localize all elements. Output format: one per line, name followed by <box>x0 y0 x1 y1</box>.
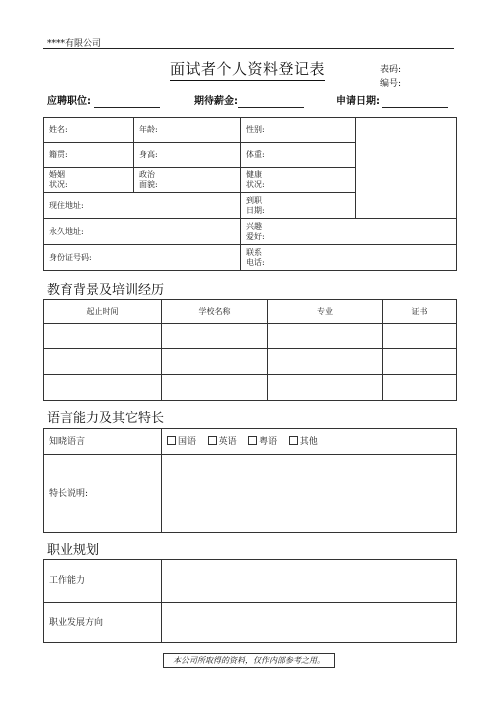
photo-box <box>356 118 457 219</box>
serial-label: 编号: <box>380 79 402 89</box>
language-options <box>162 429 457 455</box>
option-other[interactable] <box>289 437 318 447</box>
col-certificate: 证书 <box>383 300 457 324</box>
major-input[interactable] <box>268 349 383 375</box>
checkbox-icon[interactable] <box>289 436 298 445</box>
date-field[interactable] <box>382 107 448 108</box>
position-field[interactable] <box>94 107 160 108</box>
period-input[interactable] <box>44 375 162 401</box>
footer-note: 本公司所取得的资料，仅作内部参考之用。 <box>163 653 335 668</box>
language-title: 语言能力及其它特长 <box>47 411 165 426</box>
current-address-label: 现住地址: <box>49 200 84 210</box>
form-title: 面试者个人资料登记表 <box>170 58 325 81</box>
weight-label: 体重: <box>246 150 265 159</box>
skills-input[interactable] <box>162 455 457 533</box>
marital-label-2: 状况: <box>49 180 68 189</box>
id-number-label: 身份证号码: <box>49 252 92 262</box>
school-input[interactable] <box>162 324 268 349</box>
school-input[interactable] <box>162 349 268 375</box>
major-input[interactable] <box>268 324 383 349</box>
checkbox-icon[interactable] <box>208 436 217 445</box>
hobby-label-2: 爱好: <box>246 231 265 241</box>
salary-field[interactable] <box>238 107 304 108</box>
education-table <box>43 299 457 401</box>
age-cell[interactable] <box>134 118 241 143</box>
language-table <box>43 428 457 533</box>
height-label: 身高: <box>139 150 158 159</box>
option-cantonese-label: 粤语 <box>259 437 278 447</box>
period-input[interactable] <box>44 324 162 349</box>
table-row <box>44 375 457 401</box>
native-place-label: 籍贯: <box>49 150 68 159</box>
political-label-1: 政治 <box>139 170 155 179</box>
period-input[interactable] <box>44 349 162 375</box>
phone-cell[interactable] <box>241 245 457 271</box>
phone-label-2: 电话: <box>246 257 265 267</box>
hobby-label-1: 兴趣 <box>246 221 262 231</box>
header-rule <box>43 48 454 49</box>
gender-cell[interactable] <box>241 118 356 143</box>
health-cell[interactable] <box>241 168 356 193</box>
option-english-label: 英语 <box>218 437 237 447</box>
gender-label: 性别: <box>246 125 265 134</box>
option-cantonese[interactable] <box>248 437 277 447</box>
native-place-cell[interactable] <box>44 143 134 168</box>
option-mandarin-label: 国语 <box>178 437 197 447</box>
checkbox-icon[interactable] <box>167 436 176 445</box>
company-name: ****有限公司 <box>47 39 102 49</box>
political-cell[interactable] <box>134 168 241 193</box>
certificate-input[interactable] <box>383 324 457 349</box>
marital-cell[interactable] <box>44 168 134 193</box>
col-major: 专业 <box>268 300 383 324</box>
col-school: 学校名称 <box>162 300 268 324</box>
start-date-label-2: 日期: <box>246 205 265 215</box>
current-address-cell[interactable] <box>44 193 241 219</box>
height-cell[interactable] <box>134 143 241 168</box>
work-ability-label: 工作能力 <box>44 560 162 603</box>
certificate-input[interactable] <box>383 349 457 375</box>
health-label-1: 健康 <box>246 170 262 179</box>
skills-label: 特长说明: <box>44 455 162 533</box>
certificate-input[interactable] <box>383 375 457 401</box>
school-input[interactable] <box>162 375 268 401</box>
name-cell[interactable] <box>44 118 134 143</box>
phone-label-1: 联系 <box>246 247 262 257</box>
col-period: 起止时间 <box>44 300 162 324</box>
major-input[interactable] <box>268 375 383 401</box>
health-label-2: 状况: <box>246 180 265 189</box>
age-label: 年龄: <box>139 125 158 134</box>
salary-label: 期待薪金: <box>194 96 238 107</box>
known-language-label: 知晓语言 <box>44 429 162 455</box>
career-direction-input[interactable] <box>162 603 457 643</box>
option-mandarin[interactable] <box>167 437 196 447</box>
education-title: 教育背景及培训经历 <box>47 283 165 298</box>
marital-label-1: 婚姻 <box>49 170 65 179</box>
work-ability-input[interactable] <box>162 560 457 603</box>
option-other-label: 其他 <box>299 437 318 447</box>
name-label: 姓名: <box>49 125 68 134</box>
political-label-2: 面貌: <box>139 180 158 189</box>
start-date-cell[interactable] <box>241 193 356 219</box>
personal-info-grid <box>43 117 457 271</box>
career-title: 职业规划 <box>47 543 100 558</box>
career-direction-label: 职业发展方向 <box>44 603 162 643</box>
position-label: 应聘职位: <box>47 96 91 107</box>
id-number-cell[interactable] <box>44 245 241 271</box>
start-date-label-1: 到职 <box>246 195 262 205</box>
permanent-address-cell[interactable] <box>44 219 241 245</box>
form-code-label: 表码: <box>380 65 402 75</box>
date-label: 申请日期: <box>336 96 380 107</box>
option-english[interactable] <box>208 437 237 447</box>
checkbox-icon[interactable] <box>248 436 257 445</box>
career-table <box>43 559 457 643</box>
table-row <box>44 349 457 375</box>
permanent-address-label: 永久地址: <box>49 226 84 236</box>
table-row <box>44 324 457 349</box>
hobby-cell[interactable] <box>241 219 457 245</box>
weight-cell[interactable] <box>241 143 356 168</box>
